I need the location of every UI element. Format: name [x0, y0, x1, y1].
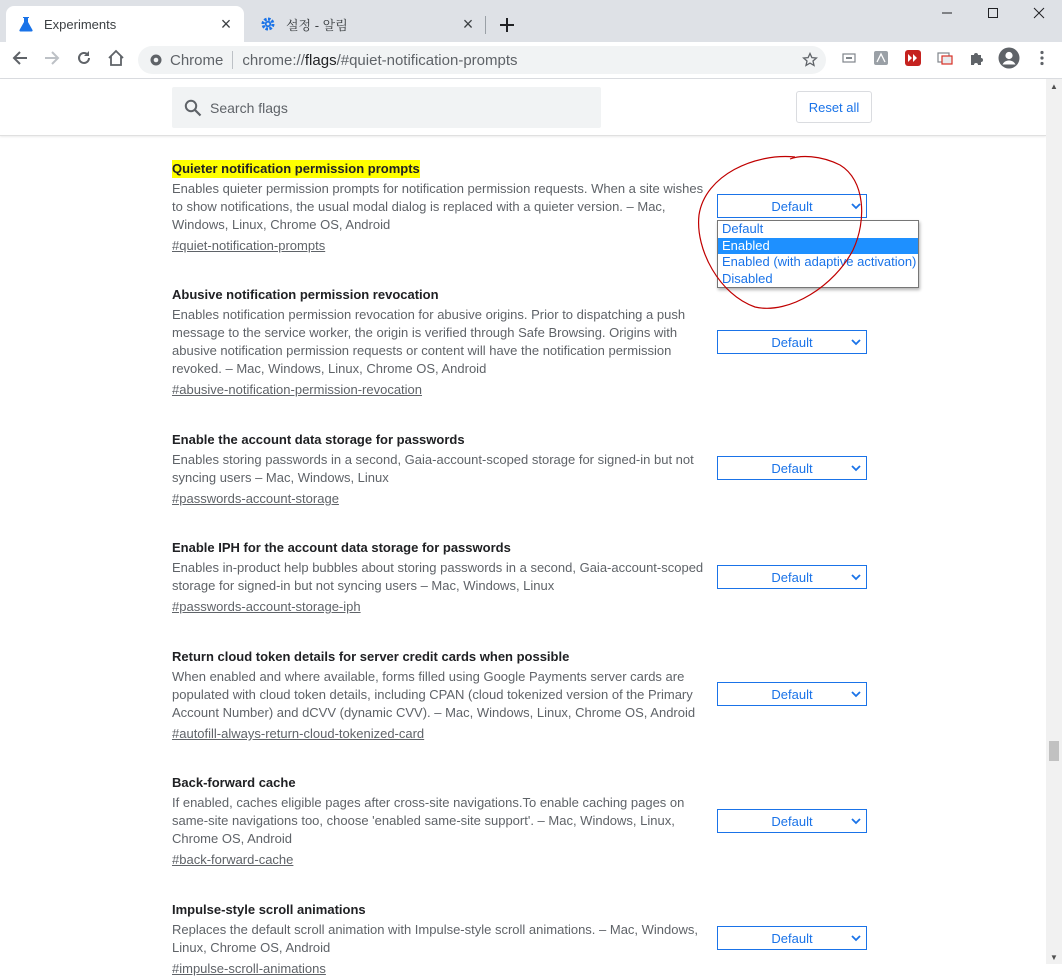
- experiment-item: [172, 901, 707, 978]
- back-button[interactable]: [6, 46, 34, 74]
- forward-arrow-icon: [44, 50, 60, 71]
- select-value: Default: [771, 930, 813, 946]
- select-value: Default: [771, 334, 813, 350]
- experiment-permalink[interactable]: #autofill-always-return-cloud-tokenized-card: [172, 726, 425, 741]
- experiment-permalink[interactable]: #passwords-account-storage: [172, 491, 339, 506]
- experiment-title: Impulse-style scroll animations: [172, 902, 366, 917]
- experiment-item: [172, 648, 707, 743]
- tab-settings-notifications[interactable]: [248, 6, 486, 42]
- scroll-up-icon[interactable]: ▲: [1050, 81, 1058, 91]
- experiment-permalink[interactable]: #passwords-account-storage-iph: [172, 599, 361, 614]
- dropdown-option[interactable]: Enabled (with adaptive activation): [722, 254, 917, 269]
- extension-screenshot-button[interactable]: [931, 46, 959, 74]
- extension-pdf-button[interactable]: [867, 46, 895, 74]
- experiment-description: Enables storing passwords in a second, Gaia-account-scoped storage for signed-in but not syncing users – Mac, Windows, Linux: [172, 452, 694, 485]
- experiment-description: Enables quieter permission prompts for notification permission requests. When a site wishes to show notifications, the usual modal dialog is replaced with a quieter version. – Mac, Windows, Linux, Chrome OS, Android: [172, 181, 704, 232]
- experiment-select[interactable]: [717, 456, 867, 480]
- experiment-select[interactable]: [717, 194, 867, 218]
- chevron-down-icon: [850, 687, 862, 701]
- cast-icon: [842, 51, 856, 69]
- extension-cast-button[interactable]: [835, 46, 863, 74]
- pdf-icon: [873, 50, 889, 71]
- select-value: Default: [771, 686, 813, 702]
- chrome-logo-icon: [150, 54, 162, 66]
- experiment-title: Enable the account data storage for passwords: [172, 432, 465, 447]
- experiment-description: Replaces the default scroll animation with Impulse-style scroll animations. – Mac, Windows, Linux, Chrome OS, Android: [172, 922, 698, 955]
- experiment-title: Quieter notification permission prompts: [172, 161, 420, 176]
- fast-forward-icon: [905, 50, 921, 71]
- chevron-down-icon: [850, 570, 862, 584]
- omnibox-divider: [232, 51, 233, 69]
- browser-toolbar: [0, 42, 1062, 79]
- experiment-item: [172, 774, 707, 869]
- experiment-select[interactable]: [717, 809, 867, 833]
- flags-header: [0, 79, 1046, 136]
- chrome-menu-button[interactable]: [1028, 46, 1056, 74]
- chevron-down-icon: [850, 199, 862, 213]
- home-icon: [107, 49, 125, 72]
- maximize-button[interactable]: [970, 0, 1016, 30]
- tab-experiments[interactable]: [6, 6, 244, 42]
- reload-icon: [76, 50, 92, 71]
- bookmark-star-icon[interactable]: [802, 52, 818, 68]
- chevron-down-icon: [850, 814, 862, 828]
- select-dropdown-list: [717, 220, 919, 288]
- experiment-description: When enabled and where available, forms filled using Google Payments server cards are populated with cloud token details, including CPAN (cloud tokenized version of the Primary Account Number) and dCVV (dynamic CVV). – Mac, Windows, Linux, Chrome OS, Android: [172, 669, 696, 720]
- experiment-title: Back-forward cache: [172, 775, 296, 790]
- chevron-down-icon: [850, 335, 862, 349]
- maximize-icon: [987, 6, 999, 24]
- kebab-menu-icon: [1040, 50, 1044, 71]
- site-label: Chrome: [170, 51, 224, 69]
- avatar-icon: [998, 47, 1020, 74]
- experiment-item: [172, 431, 707, 508]
- experiment-permalink[interactable]: #back-forward-cache: [172, 852, 294, 867]
- search-placeholder: Search flags: [210, 99, 288, 116]
- profile-button[interactable]: [995, 46, 1023, 74]
- chevron-down-icon: [850, 931, 862, 945]
- dropdown-option-highlighted[interactable]: Enabled: [718, 238, 918, 255]
- forward-button[interactable]: [38, 46, 66, 74]
- select-value: Default: [771, 813, 813, 829]
- new-tab-button[interactable]: [494, 12, 520, 38]
- gear-icon: [260, 16, 276, 32]
- screenshot-icon: [937, 50, 953, 71]
- chevron-down-icon: [850, 461, 862, 475]
- experiment-description: Enables in-product help bubbles about storing passwords in a second, Gaia-account-scoped storage for signed-in but not syncing users – Mac, Windows, Linux: [172, 560, 704, 593]
- back-arrow-icon: [12, 50, 28, 71]
- select-value: Default: [771, 198, 813, 214]
- minimize-icon: [941, 6, 953, 24]
- search-flags-input[interactable]: [172, 87, 601, 128]
- reload-button[interactable]: [70, 46, 98, 74]
- close-tab-icon[interactable]: ×: [220, 13, 232, 34]
- dropdown-option[interactable]: Disabled: [722, 270, 773, 286]
- search-icon: [184, 99, 202, 117]
- close-tab-icon[interactable]: ×: [462, 13, 474, 34]
- experiment-select[interactable]: [717, 682, 867, 706]
- experiment-permalink[interactable]: #impulse-scroll-animations: [172, 961, 326, 976]
- extension-red-button[interactable]: [899, 46, 927, 74]
- extensions-button[interactable]: [963, 46, 991, 74]
- experiment-permalink[interactable]: #abusive-notification-permission-revocation: [172, 382, 423, 397]
- experiment-select[interactable]: [717, 926, 867, 950]
- experiment-item: [172, 160, 707, 255]
- select-value: Default: [771, 460, 813, 476]
- address-bar[interactable]: [138, 46, 826, 74]
- window-close-button[interactable]: [1016, 0, 1062, 30]
- reset-all-button[interactable]: Reset all: [796, 91, 872, 123]
- flask-icon: [18, 16, 34, 32]
- experiment-select[interactable]: [717, 565, 867, 589]
- minimize-button[interactable]: [924, 0, 970, 30]
- scroll-down-icon[interactable]: ▼: [1050, 952, 1058, 962]
- tab-divider: [485, 16, 486, 34]
- scrollbar-thumb[interactable]: [1049, 741, 1059, 761]
- tab-strip: [0, 0, 1062, 42]
- url-text: chrome://flags/#quiet-notification-prompts: [242, 51, 518, 69]
- experiment-title: Enable IPH for the account data storage for passwords: [172, 540, 511, 555]
- dropdown-option[interactable]: Default: [722, 221, 764, 236]
- tab-label: 설정 - 알림: [286, 17, 348, 33]
- experiment-description: If enabled, caches eligible pages after cross-site navigations.To enable caching pages on same-site navigations too, choose 'enabled same-site support'. – Mac, Windows, Linux, Chrome OS, Android: [172, 795, 685, 846]
- select-value: Default: [771, 569, 813, 585]
- experiment-description: Enables notification permission revocation for abusive origins. Prior to dispatching a push message to the service worker, the origin is verified through Safe Browsing. Origins with abusive notification permission requests or content will have the notification permission revoked. – Mac, Windows, Linux, Chrome OS, Android: [172, 307, 686, 376]
- experiment-item: [172, 286, 707, 399]
- close-icon: [1033, 6, 1045, 24]
- experiment-permalink[interactable]: #quiet-notification-prompts: [172, 238, 326, 253]
- home-button[interactable]: [102, 46, 130, 74]
- experiment-title: Abusive notification permission revocation: [172, 287, 439, 302]
- tab-label: Experiments: [44, 16, 117, 32]
- experiment-select[interactable]: [717, 330, 867, 354]
- page-scrollbar[interactable]: [1046, 79, 1062, 964]
- experiment-item: [172, 539, 707, 616]
- experiment-title: Return cloud token details for server credit cards when possible: [172, 649, 570, 664]
- puzzle-icon: [969, 50, 985, 71]
